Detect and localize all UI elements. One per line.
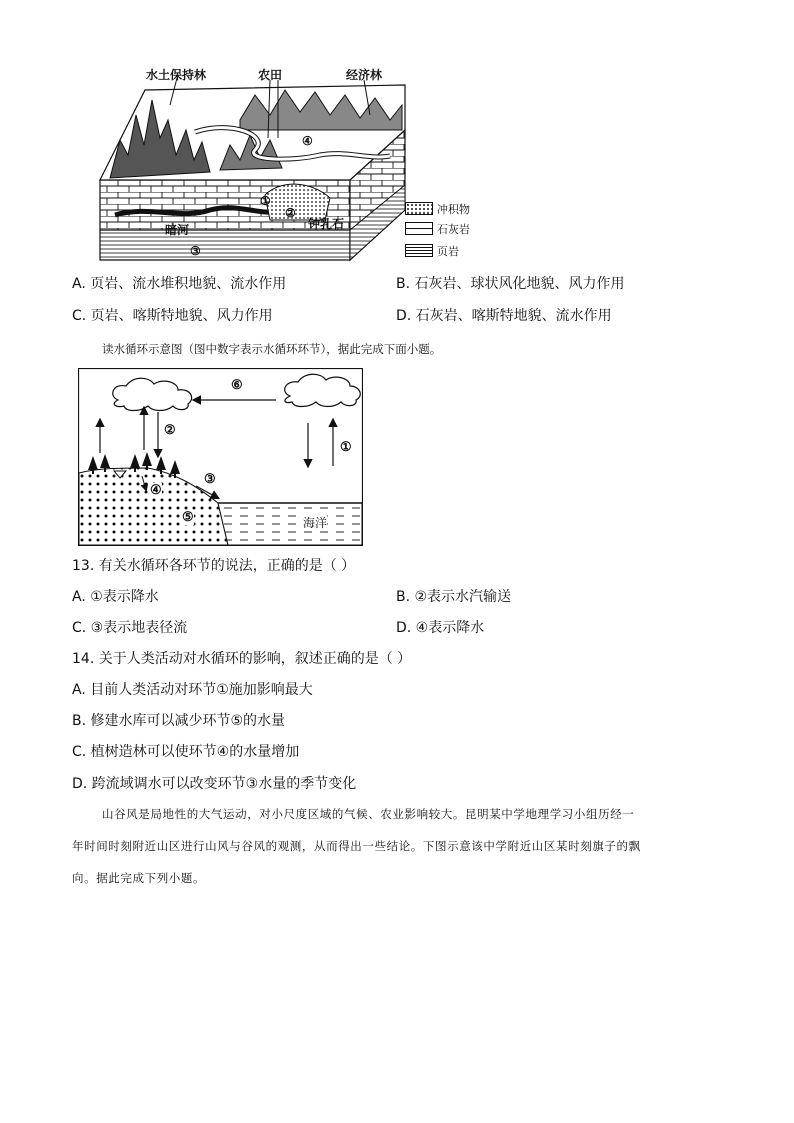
water-cycle-intro: 读水循环示意图（图中数字表示水循环环节），据此完成下面小题。	[102, 342, 442, 356]
wc-label-4: ④	[150, 483, 162, 498]
label-marker-3: ③	[190, 244, 201, 258]
q13-option-d: D. ④表示降水	[396, 620, 485, 636]
wc-label-6: ⑥	[231, 378, 243, 393]
q13-option-c: C. ③表示地表径流	[72, 620, 188, 636]
passage-line-3: 向。据此完成下列小题。	[72, 871, 206, 885]
label-marker-2: ②	[285, 206, 296, 220]
legend-alluvium: 冲积物	[437, 203, 470, 216]
label-underground-river: 暗河	[165, 223, 190, 237]
wc-label-2: ②	[164, 423, 176, 438]
q14-stem: 14. 关于人类活动对水循环的影响，叙述正确的是（ ）	[72, 651, 412, 667]
wc-label-1: ①	[340, 440, 352, 455]
label-stalactite: 钟乳石	[308, 217, 345, 231]
q12-option-d: D. 石灰岩、喀斯特地貌、流水作用	[396, 308, 612, 324]
limestone-swatch	[405, 222, 433, 235]
label-farmland: 农田	[258, 68, 283, 82]
q14-option-a: A. 目前人类活动对环节①施加影响最大	[72, 682, 313, 698]
q13-option-b: B. ②表示水汽输送	[396, 589, 512, 605]
q14-option-b: B. 修建水库可以减少环节⑤的水量	[72, 713, 286, 729]
shale-swatch	[405, 244, 433, 257]
q14-option-d: D. 跨流域调水可以改变环节③水量的季节变化	[72, 776, 357, 792]
passage-line-2: 年时间时刻附近山区进行山风与谷风的观测，从而得出一些结论。下图示意该中学附近山区某时刻旗子的飘	[72, 839, 641, 853]
q13-stem: 13. 有关水循环各环节的说法，正确的是（ ）	[72, 558, 356, 574]
q12-option-b: B. 石灰岩、球状风化地貌、风力作用	[396, 276, 625, 292]
legend-shale: 页岩	[437, 245, 459, 258]
figure1-legend	[405, 200, 495, 264]
label-marker-1: ①	[260, 194, 271, 208]
q12-option-c: C. 页岩、喀斯特地貌、风力作用	[72, 308, 273, 324]
passage-line-1: 山谷风是局地性的大气运动，对小尺度区域的气候、农业影响较大。昆明某中学地理学习小组历经一	[102, 807, 635, 821]
q14-option-c: C. 植树造林可以使环节④的水量增加	[72, 744, 300, 760]
label-marker-4: ④	[302, 134, 313, 148]
label-soil-forest: 水土保持林	[146, 68, 207, 82]
alluvium-swatch	[405, 202, 433, 215]
wc-label-3: ③	[204, 472, 216, 487]
legend-limestone: 石灰岩	[437, 223, 470, 236]
q13-option-a: A. ①表示降水	[72, 589, 159, 605]
label-economic-forest: 经济林	[346, 68, 383, 82]
water-cycle-diagram	[78, 368, 363, 546]
q12-option-a: A. 页岩、流水堆积地貌、流水作用	[72, 276, 287, 292]
wc-label-5: ⑤	[182, 510, 194, 525]
wc-label-ocean: 海洋	[303, 516, 328, 530]
